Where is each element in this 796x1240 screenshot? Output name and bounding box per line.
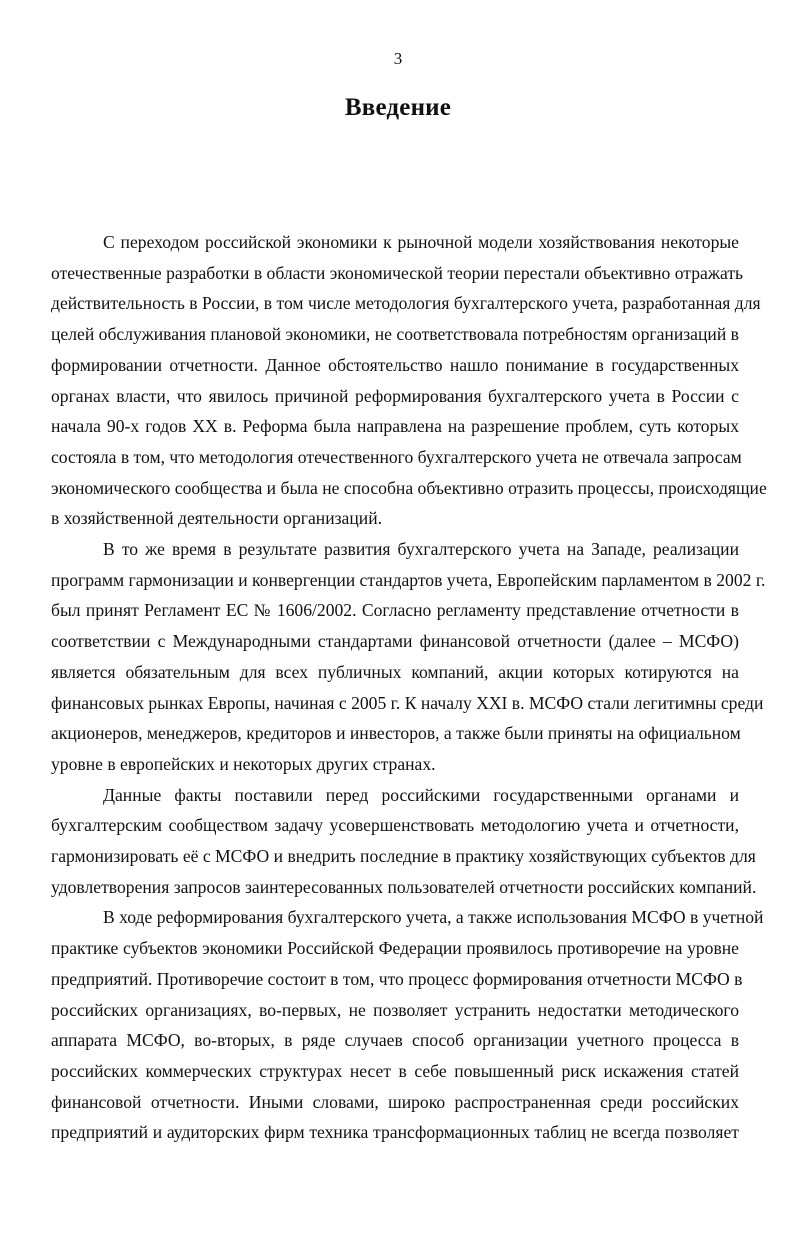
text-line: соответствии с Международными стандартами финансовой отчетности (далее – МСФО)	[51, 631, 739, 652]
text-line: Данные факты поставили перед российскими государственными органами и	[103, 784, 739, 805]
body-text	[51, 227, 767, 1148]
text-line: финансовых рынках Европы, начиная с 2005 г. К началу XXI в. МСФО стали легитимны среди	[51, 692, 764, 713]
text-line: финансовой отчетности. Иными словами, широко распространенная среди российских	[51, 1091, 739, 1112]
paragraph	[51, 534, 766, 780]
text-line: С переходом российской экономики к рыночной модели хозяйствования некоторые	[103, 232, 739, 252]
text-line: отечественные разработки в области экономической теории перестали объективно отражать	[51, 262, 744, 283]
text-line: начала 90-х годов XX в. Реформа была направлена на разрешение проблем, суть которых	[51, 416, 739, 437]
text-line: удовлетворения запросов заинтересованных пользователей отчетности российских компаний.	[51, 876, 757, 897]
text-line: целей обслуживания плановой экономики, не соответствовала потребностям организаций в	[51, 324, 739, 345]
paragraph	[51, 780, 757, 903]
paragraph	[51, 902, 764, 1148]
text-line: российских коммерческих структурах несет в себе повышенный риск искажения статей	[51, 1060, 739, 1081]
text-line: В то же время в результате развития бухгалтерского учета на Западе, реализации	[103, 539, 739, 560]
text-line: органах власти, что явилось причиной реформирования бухгалтерского учета в России с	[51, 385, 739, 406]
text-line: состояла в том, что методология отечественного бухгалтерского учета не отвечала запросам	[51, 446, 742, 467]
text-line: российских организациях, во-первых, не позволяет устранить недостатки методического	[51, 999, 739, 1020]
text-line: был принят Регламент ЕС № 1606/2002. Согласно регламенту представление отчетности в	[51, 600, 739, 621]
text-line: бухгалтерским сообществом задачу усовершенствовать методологию учета и отчетности,	[51, 815, 739, 836]
text-line: В ходе реформирования бухгалтерского учета, а также использования МСФО в учетной	[103, 907, 764, 928]
page-title: Введение	[344, 94, 452, 121]
text-line: практике субъектов экономики Российской Федерации проявилось противоречие на уровне	[51, 938, 739, 959]
text-line: в хозяйственной деятельности организаций.	[51, 508, 383, 529]
text-line: предприятий и аудиторских фирм техника трансформационных таблиц не всегда позволяет	[51, 1122, 739, 1143]
text-line: экономического сообщества и была не способна объективно отразить процессы, происходящие	[51, 477, 767, 498]
text-line: действительность в России, в том числе методология бухгалтерского учета, разработанная для	[51, 293, 761, 314]
text-line: аппарата МСФО, во-вторых, в ряде случаев способ организации учетного процесса в	[51, 1030, 739, 1051]
text-line: гармонизировать её с МСФО и внедрить последние в практику хозяйствующих субъектов для	[51, 846, 756, 867]
text-line: программ гармонизации и конвергенции стандартов учета, Европейским парламентом в 2002 г.	[51, 569, 766, 590]
text-line: формировании отчетности. Данное обстоятельство нашло понимание в государственных	[51, 354, 739, 375]
paragraph	[51, 227, 767, 534]
text-line: предприятий. Противоречие состоит в том, что процесс формирования отчетности МСФО в	[51, 968, 743, 989]
page-number: 3	[393, 49, 403, 68]
text-line: уровне в европейских и некоторых других странах.	[51, 753, 436, 774]
text-line: акционеров, менеджеров, кредиторов и инвесторов, а также были приняты на официальном	[51, 723, 741, 744]
text-line: является обязательным для всех публичных компаний, акции которых котируются на	[51, 661, 739, 682]
